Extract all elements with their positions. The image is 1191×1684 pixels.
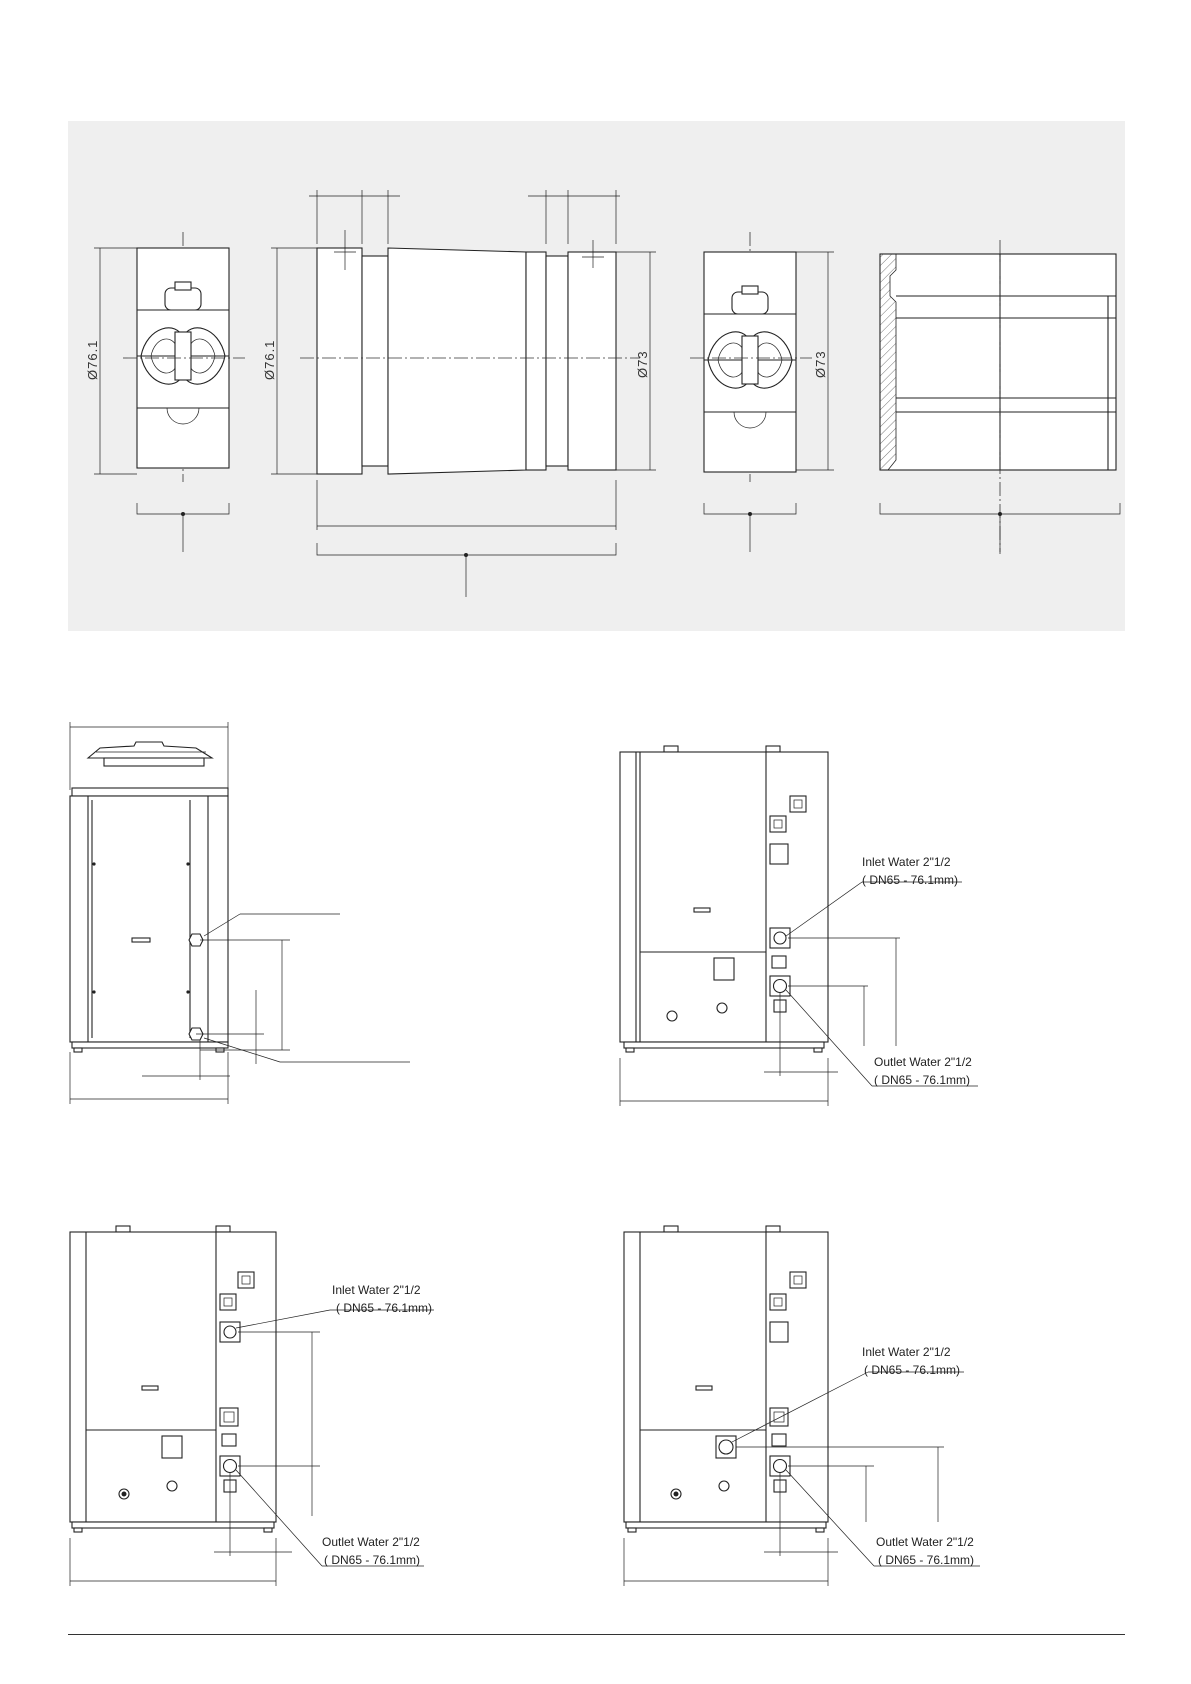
unit-side-view-2 (70, 1226, 434, 1586)
inlet-water-spec: ( DN65 - 76.1mm) (864, 1363, 961, 1377)
outlet-water-spec: ( DN65 - 76.1mm) (878, 1553, 975, 1567)
pipe-section-view (880, 240, 1120, 554)
coupling-end-view-1 (85, 232, 245, 552)
outlet-water-label: Outlet Water 2"1/2 (874, 1055, 972, 1069)
inlet-water-spec: ( DN65 - 76.1mm) (862, 873, 959, 887)
diameter-label: Ø76.1 (262, 339, 277, 380)
outlet-water-label: Outlet Water 2"1/2 (876, 1535, 974, 1549)
inlet-water-label: Inlet Water 2"1/2 (862, 855, 951, 869)
outlet-water-label: Outlet Water 2"1/2 (322, 1535, 420, 1549)
coupling-end-view-2 (690, 232, 834, 552)
unit-side-view-1 (620, 746, 978, 1106)
inlet-water-label: Inlet Water 2"1/2 (862, 1345, 951, 1359)
footer-rule (68, 1634, 1125, 1635)
unit-side-view-3 (624, 1226, 980, 1586)
unit-front-view (70, 722, 410, 1104)
outlet-water-spec: ( DN65 - 76.1mm) (324, 1553, 421, 1567)
diameter-label: Ø73 (635, 350, 650, 378)
outlet-water-spec: ( DN65 - 76.1mm) (874, 1073, 971, 1087)
inlet-water-label: Inlet Water 2"1/2 (332, 1283, 421, 1297)
coupling-side-view (262, 190, 656, 597)
inlet-water-spec: ( DN65 - 76.1mm) (336, 1301, 433, 1315)
diameter-label: Ø73 (813, 350, 828, 378)
diameter-label: Ø76.1 (85, 339, 100, 380)
